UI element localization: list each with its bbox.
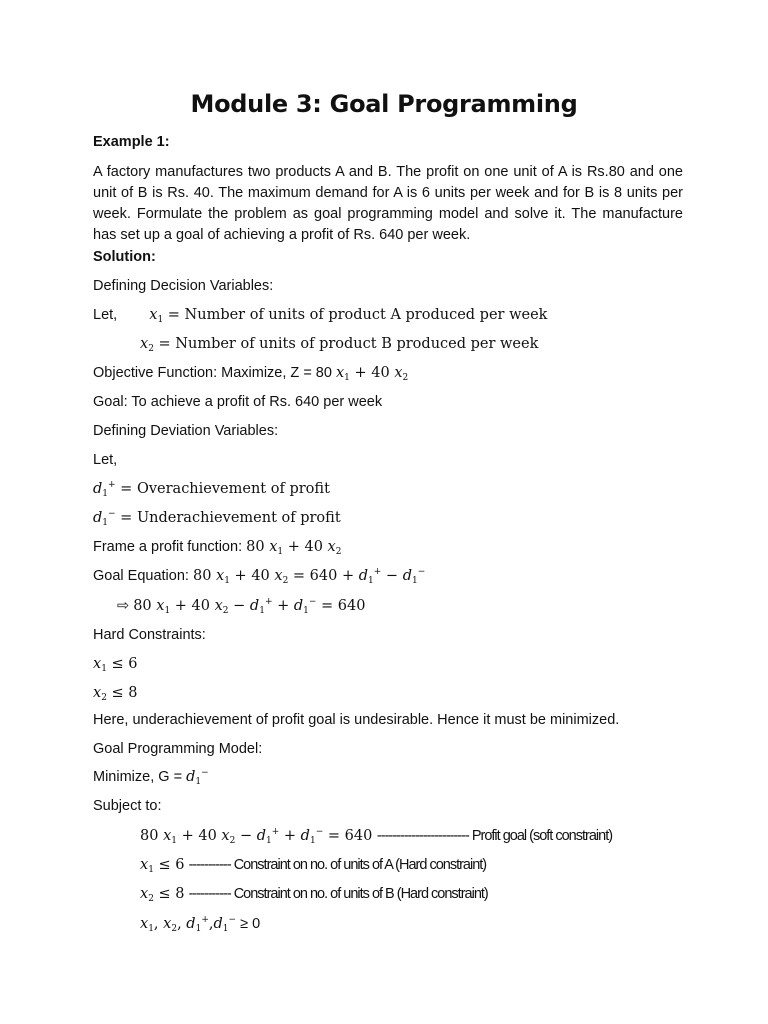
d1-plus-definition: Overachievement of profit	[136, 481, 330, 497]
d1-minus-definition-line: $d_1^-$ = Underachievement of profit	[93, 509, 341, 528]
let-label: Let,	[93, 307, 118, 323]
example-heading: Example 1:	[93, 134, 170, 150]
goal-statement: Goal: To achieve a profit of Rs. 640 per week	[93, 394, 383, 410]
model-profit-goal-constraint: 80 $x_1 + 40$ $x_2 - d_1^+ + d_1^- = 640$ ------------------------ Profit goal (soft constraint)	[140, 827, 613, 846]
goal-programming-model-heading: Goal Programming Model:	[93, 741, 263, 757]
page-title: Module 3: Goal Programming	[190, 90, 578, 118]
hard-constraint-x1: $x_1 \le 6$	[93, 656, 138, 674]
minimize-label: Minimize, G =	[93, 769, 183, 785]
d1-plus-definition-line: $d_1^+$ = Overachievement of profit	[93, 480, 330, 499]
profit-function-line: Frame a profit function: 80 $x_1 + 40$ $x_2$	[93, 539, 342, 557]
let-label-2: Let,	[93, 452, 118, 468]
x1-constraint-note: ----------- Constraint on no. of units of A (Hard constraint)	[188, 857, 487, 873]
minimize-objective: Minimize, $G = d_1^-$	[93, 768, 209, 787]
x1-definition: Number of units of product A produced per week	[184, 307, 548, 323]
profit-function-label: Frame a profit function:	[93, 539, 243, 555]
x2-constraint-note: ----------- Constraint on no. of units of B (Hard constraint)	[188, 886, 488, 902]
hard-constraints-heading: Hard Constraints:	[93, 627, 206, 643]
undesirable-statement: Here, underachievement of profit goal is undesirable. Hence it must be minimized.	[93, 712, 620, 728]
deviation-variables-heading: Defining Deviation Variables:	[93, 423, 279, 439]
model-x2-constraint: $x_2 \le 8$ ----------- Constraint on no. of units of B (Hard constraint)	[140, 886, 488, 904]
goal-equation-line: Goal Equation: 80 $x_1 + 40$ $x_2 = 640 + d_1^+ - d_1^-$	[93, 567, 426, 586]
non-negativity-symbol: ≥ 0	[240, 916, 261, 932]
x2-definition-line: $x_2$ = Number of units of product B produced per week	[140, 336, 539, 354]
non-negativity-constraint: $x_1$, $x_2$, $d_1^+,d_1^- \ge 0$	[140, 915, 261, 934]
goal-equation-label: Goal Equation:	[93, 568, 189, 584]
d1-minus-definition: Underachievement of profit	[136, 510, 341, 526]
x2-definition: Number of units of product B produced per week	[175, 336, 539, 352]
rearranged-goal-equation: ⇨ 80 $x_1 + 40$ $x_2 - d_1^+ + d_1^- = 640$	[117, 597, 366, 616]
solution-heading: Solution:	[93, 249, 156, 265]
hard-constraint-x2: $x_2 \le 8$	[93, 685, 138, 703]
x1-definition-line: Let, $x_1$ = Number of units of product A produced per week	[93, 307, 548, 325]
profit-goal-note: ------------------------ Profit goal (soft constraint)	[376, 828, 613, 844]
model-x1-constraint: $x_1 \le 6$ ----------- Constraint on no. of units of A (Hard constraint)	[140, 857, 487, 875]
objective-label: Objective Function: Maximize, Z = 80	[93, 365, 332, 381]
decision-variables-heading: Defining Decision Variables:	[93, 278, 274, 294]
arrow-icon: ⇨	[117, 598, 130, 614]
problem-statement: A factory manufactures two products A and B. The profit on one unit of A is Rs.80 and one unit of B is Rs. 40. The maximum demand for A is 6 units per week and for B is 8 units per week. Formulate the problem as goal programming model and solve it. The manufacture has set up a goal of achieving a profit of Rs. 640 per week.	[93, 164, 683, 243]
subject-to-label: Subject to:	[93, 798, 162, 814]
objective-function: Objective Function: Maximize, Z = 80 $x_1 + 40$ $x_2$	[93, 365, 409, 383]
